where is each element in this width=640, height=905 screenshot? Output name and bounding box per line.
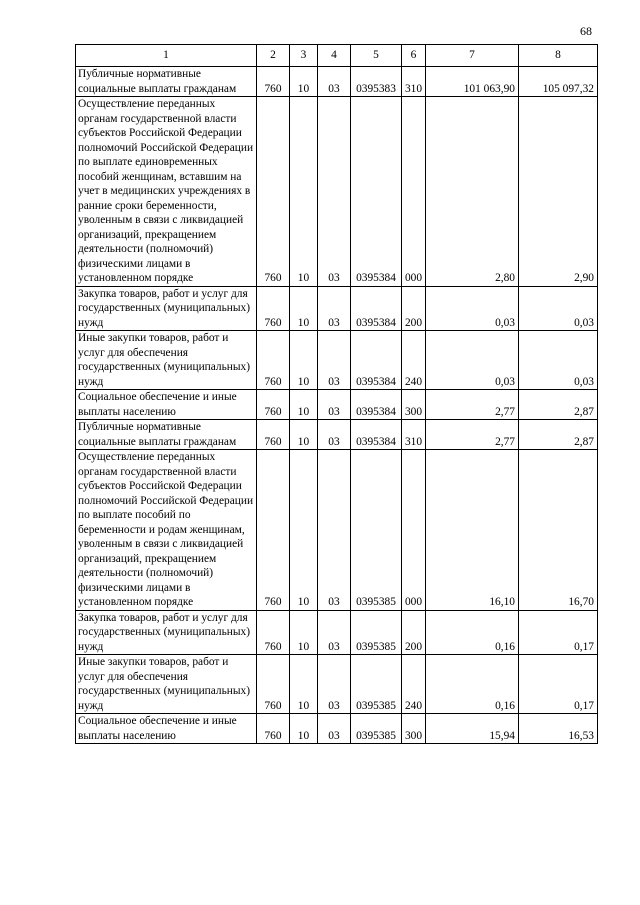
column-header: 8 [519,45,598,67]
budget-table [75,44,598,744]
cell-c2: 760 [257,655,290,714]
page-number: 68 [580,24,592,38]
column-header: 4 [318,45,351,67]
cell-c6: 200 [402,610,426,655]
cell-c3: 10 [290,331,318,390]
cell-c4: 03 [318,420,351,450]
cell-c5: 0395383 [351,67,402,97]
row-name: Осуществление переданных органам государственной власти субъектов Российской Федерации полномочий Российской Федерации по выплате пособий по беременности и родам женщинам, уволенным в связи с ликвидацией организаций, прекращением деятельности (полномочий) физическими лицами в установленном порядке [76,450,257,611]
table-row [76,420,598,450]
cell-c5: 0395385 [351,655,402,714]
cell-c4: 03 [318,390,351,420]
cell-c3: 10 [290,420,318,450]
cell-c2: 760 [257,331,290,390]
cell-c4: 03 [318,655,351,714]
cell-c6: 240 [402,655,426,714]
cell-c2: 760 [257,610,290,655]
row-name: Иные закупки товаров, работ и услуг для обеспечения государственных (муниципальных) нужд [76,331,257,390]
cell-c7: 0,03 [426,286,519,331]
cell-c2: 760 [257,714,290,744]
cell-c7: 2,77 [426,420,519,450]
cell-c7: 0,03 [426,331,519,390]
cell-c2: 760 [257,420,290,450]
cell-c4: 03 [318,67,351,97]
row-name: Социальное обеспечение и иные выплаты населению [76,714,257,744]
table-row [76,331,598,390]
row-name: Закупка товаров, работ и услуг для государственных (муниципальных) нужд [76,286,257,331]
cell-c6: 200 [402,286,426,331]
column-header: 1 [76,45,257,67]
column-header: 6 [402,45,426,67]
cell-c7: 16,10 [426,450,519,611]
column-header: 5 [351,45,402,67]
cell-c8: 16,70 [519,450,598,611]
cell-c6: 000 [402,97,426,287]
cell-c6: 000 [402,450,426,611]
cell-c3: 10 [290,390,318,420]
cell-c7: 2,77 [426,390,519,420]
column-header: 7 [426,45,519,67]
table-row [76,390,598,420]
row-name: Публичные нормативные социальные выплаты гражданам [76,67,257,97]
column-header: 3 [290,45,318,67]
cell-c3: 10 [290,610,318,655]
cell-c7: 15,94 [426,714,519,744]
cell-c5: 0395385 [351,610,402,655]
cell-c8: 0,03 [519,331,598,390]
cell-c4: 03 [318,714,351,744]
cell-c5: 0395384 [351,97,402,287]
cell-c4: 03 [318,286,351,331]
cell-c6: 310 [402,420,426,450]
cell-c3: 10 [290,97,318,287]
cell-c5: 0395384 [351,390,402,420]
cell-c3: 10 [290,67,318,97]
table-row [76,67,598,97]
table-header-row [76,45,598,67]
cell-c6: 240 [402,331,426,390]
cell-c8: 2,87 [519,390,598,420]
cell-c6: 300 [402,714,426,744]
cell-c8: 0,17 [519,655,598,714]
cell-c3: 10 [290,714,318,744]
cell-c5: 0395385 [351,714,402,744]
table-row [76,610,598,655]
row-name: Социальное обеспечение и иные выплаты населению [76,390,257,420]
cell-c7: 0,16 [426,610,519,655]
cell-c7: 101 063,90 [426,67,519,97]
row-name: Закупка товаров, работ и услуг для государственных (муниципальных) нужд [76,610,257,655]
cell-c3: 10 [290,450,318,611]
cell-c4: 03 [318,97,351,287]
cell-c2: 760 [257,450,290,611]
cell-c7: 0,16 [426,655,519,714]
cell-c7: 2,80 [426,97,519,287]
cell-c8: 2,87 [519,420,598,450]
cell-c2: 760 [257,67,290,97]
table-row [76,450,598,611]
cell-c6: 300 [402,390,426,420]
cell-c5: 0395384 [351,331,402,390]
cell-c5: 0395384 [351,286,402,331]
cell-c2: 760 [257,286,290,331]
cell-c6: 310 [402,67,426,97]
row-name: Иные закупки товаров, работ и услуг для обеспечения государственных (муниципальных) нужд [76,655,257,714]
row-name: Публичные нормативные социальные выплаты гражданам [76,420,257,450]
cell-c8: 0,03 [519,286,598,331]
table-row [76,714,598,744]
cell-c4: 03 [318,331,351,390]
table-row [76,286,598,331]
cell-c2: 760 [257,97,290,287]
cell-c8: 16,53 [519,714,598,744]
cell-c8: 2,90 [519,97,598,287]
table-row [76,97,598,287]
row-name: Осуществление переданных органам государственной власти субъектов Российской Федерации полномочий Российской Федерации по выплате единовременных пособий женщинам, вставшим на учет в медицинских учреждениях в ранние сроки беременности, уволенным в связи с ликвидацией организаций, прекращением деятельности (полномочий) физическими лицами в установленном порядке [76,97,257,287]
cell-c5: 0395384 [351,420,402,450]
cell-c8: 0,17 [519,610,598,655]
table-row [76,655,598,714]
cell-c4: 03 [318,610,351,655]
column-header: 2 [257,45,290,67]
cell-c2: 760 [257,390,290,420]
cell-c3: 10 [290,655,318,714]
cell-c5: 0395385 [351,450,402,611]
cell-c4: 03 [318,450,351,611]
cell-c3: 10 [290,286,318,331]
cell-c8: 105 097,32 [519,67,598,97]
